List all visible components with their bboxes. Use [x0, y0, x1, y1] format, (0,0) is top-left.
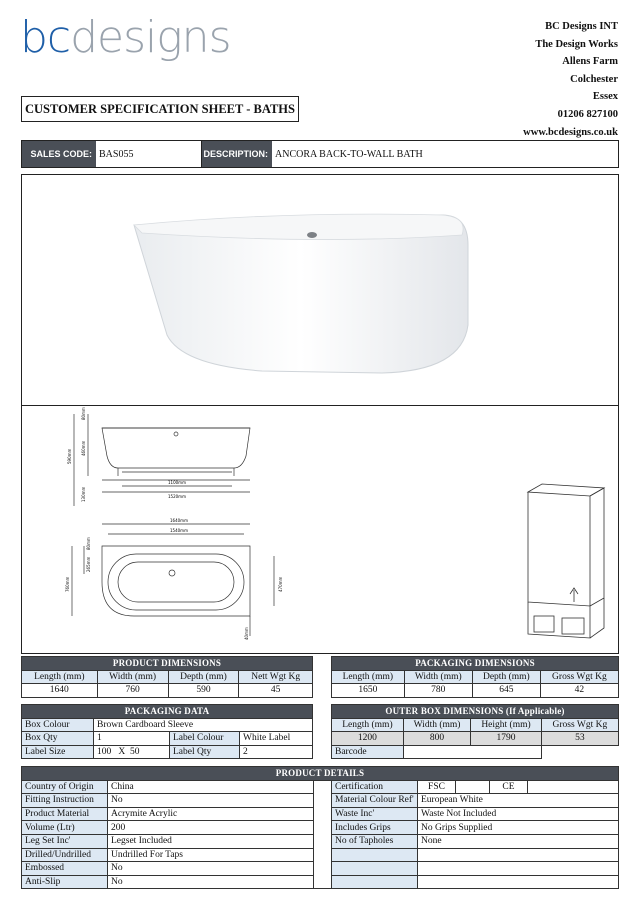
cell-value: 45: [239, 684, 313, 698]
detail-value: None: [418, 834, 619, 848]
empty-value: [418, 875, 619, 889]
gap-cell: [314, 780, 332, 794]
column-header: Length (mm): [22, 670, 98, 684]
label-qty-value: 2: [240, 745, 313, 759]
barcode-value: [403, 745, 541, 759]
column-header: Width (mm): [97, 670, 168, 684]
dim-label: 470mm: [278, 576, 283, 592]
outer-box-dimensions-table: [331, 704, 619, 759]
empty-value: [418, 848, 619, 862]
ce-value: [528, 780, 619, 794]
cell-value: 1790: [471, 732, 542, 746]
gap-cell: [314, 848, 332, 862]
box-qty-label: Box Qty: [22, 732, 94, 746]
column-header: Height (mm): [471, 718, 542, 732]
dim-label: 80mm: [86, 537, 91, 550]
detail-label: Country of Origin: [22, 780, 108, 794]
bath-illustration: [22, 175, 619, 406]
detail-label: Drilled/Undrilled: [22, 848, 108, 862]
dim-label: 760mm: [65, 576, 70, 592]
dim-label: 265mm: [86, 556, 91, 572]
bc-designs-logo: [20, 14, 260, 94]
empty-label: [332, 848, 418, 862]
detail-label: No of Tapholes: [332, 834, 418, 848]
box-colour-value: Brown Cardboard Sleeve: [94, 718, 313, 732]
dim-label: 460mm: [81, 440, 86, 456]
dim-label: 1100mm: [168, 480, 186, 485]
label-qty-label: Label Qty: [170, 745, 240, 759]
gap-cell: [314, 794, 332, 808]
address-line: The Design Works: [535, 38, 618, 50]
sales-bar: [21, 140, 619, 168]
label-colour-label: Label Colour: [170, 732, 240, 746]
product-dimensions-table: [21, 656, 313, 698]
detail-label: Embossed: [22, 862, 108, 876]
detail-value: China: [108, 780, 314, 794]
dim-label: 590mm: [67, 448, 72, 464]
gap-cell: [314, 834, 332, 848]
plan-view: [72, 524, 274, 636]
description-label: DESCRIPTION:: [202, 141, 272, 167]
packaging-data-header: PACKAGING DATA: [22, 705, 313, 719]
cell-value: 1640: [22, 684, 98, 698]
address-phone: 01206 827100: [557, 108, 618, 120]
empty-value: [418, 862, 619, 876]
company-address: [523, 18, 618, 141]
column-header: Depth (mm): [472, 670, 540, 684]
dim-label: 1540mm: [170, 528, 188, 533]
column-header: Width (mm): [404, 670, 472, 684]
page-title: CUSTOMER SPECIFICATION SHEET - BATHS: [21, 96, 299, 122]
gap-cell: [314, 807, 332, 821]
cell-value: 53: [541, 732, 618, 746]
product-dimensions-header: PRODUCT DIMENSIONS: [22, 657, 313, 671]
detail-value: Undrilled For Taps: [108, 848, 314, 862]
packaging-dimensions-table: [331, 656, 619, 698]
detail-label: Product Material: [22, 807, 108, 821]
empty-label: [332, 862, 418, 876]
detail-value: European White: [418, 794, 619, 808]
cell-value: 1650: [332, 684, 405, 698]
detail-value: No: [108, 862, 314, 876]
address-line: Essex: [592, 91, 618, 103]
detail-label: Fitting Instruction: [22, 794, 108, 808]
fsc-label: FSC: [418, 780, 456, 794]
detail-label: Waste Inc': [332, 807, 418, 821]
product-details-header: PRODUCT DETAILS: [22, 767, 619, 781]
description-value: ANCORA BACK-TO-WALL BATH: [275, 148, 423, 160]
bath-photo: [21, 174, 619, 406]
dim-label: 1520mm: [168, 494, 186, 499]
gap-cell: [314, 875, 332, 889]
fsc-value: [456, 780, 490, 794]
gap-cell: [314, 862, 332, 876]
detail-label: Includes Grips: [332, 821, 418, 835]
bath-technical-drawing: [22, 406, 620, 654]
column-header: Nett Wgt Kg: [239, 670, 313, 684]
sales-code-value: BAS055: [96, 141, 202, 167]
packaging-data-table: [21, 704, 313, 759]
detail-label: Anti-Slip: [22, 875, 108, 889]
column-header: Length (mm): [332, 670, 405, 684]
column-header: Depth (mm): [168, 670, 239, 684]
cell-value: 590: [168, 684, 239, 698]
logo-bc: bc: [20, 12, 71, 63]
packaging-box-drawing: [528, 484, 604, 638]
technical-drawing: [21, 406, 619, 654]
cell-value: 780: [404, 684, 472, 698]
product-details-table: [21, 766, 619, 889]
address-line: Allens Farm: [562, 56, 618, 68]
cell-value: 760: [97, 684, 168, 698]
address-website[interactable]: www.bcdesigns.co.uk: [523, 126, 618, 138]
box-qty-value: 1: [94, 732, 170, 746]
column-header: Width (mm): [403, 718, 470, 732]
label-size-label: Label Size: [22, 745, 94, 759]
side-elevation: [74, 414, 250, 506]
detail-value: No Grips Supplied: [418, 821, 619, 835]
certification-label: Certification: [332, 780, 418, 794]
column-header: Length (mm): [332, 718, 404, 732]
detail-label: Leg Set Inc': [22, 834, 108, 848]
detail-value: No: [108, 794, 314, 808]
column-header: Gross Wgt Kg: [541, 718, 618, 732]
label-size-value: 100 X 50: [94, 745, 170, 759]
address-line: Colchester: [570, 73, 618, 85]
detail-value: Legset Included: [108, 834, 314, 848]
cell-value: 800: [403, 732, 470, 746]
gap-cell: [314, 821, 332, 835]
detail-value: Waste Not Included: [418, 807, 619, 821]
detail-value: 200: [108, 821, 314, 835]
label-colour-value: White Label: [240, 732, 313, 746]
dim-label: 80mm: [81, 407, 86, 420]
logo-designs: designs: [70, 12, 231, 63]
cell-value: 645: [472, 684, 540, 698]
box-colour-label: Box Colour: [22, 718, 94, 732]
detail-label: Material Colour Ref': [332, 794, 418, 808]
detail-label: Volume (Ltr): [22, 821, 108, 835]
empty-label: [332, 875, 418, 889]
barcode-label: Barcode: [332, 745, 404, 759]
dim-label: 1640mm: [170, 518, 188, 523]
column-header: Gross Wgt Kg: [540, 670, 618, 684]
sales-code-label: SALES CODE:: [22, 141, 96, 167]
cell-value: 1200: [332, 732, 404, 746]
cell-value: 42: [540, 684, 618, 698]
detail-value: No: [108, 875, 314, 889]
dim-label: 40mm: [244, 627, 249, 640]
detail-value: Acrymite Acrylic: [108, 807, 314, 821]
address-line: BC Designs INT: [545, 21, 618, 32]
empty-cell: [541, 745, 618, 759]
dim-label: 130mm: [81, 486, 86, 502]
ce-label: CE: [490, 780, 528, 794]
packaging-dimensions-header: PACKAGING DIMENSIONS: [332, 657, 619, 671]
outer-box-header: OUTER BOX DIMENSIONS (If Applicable): [332, 705, 619, 719]
